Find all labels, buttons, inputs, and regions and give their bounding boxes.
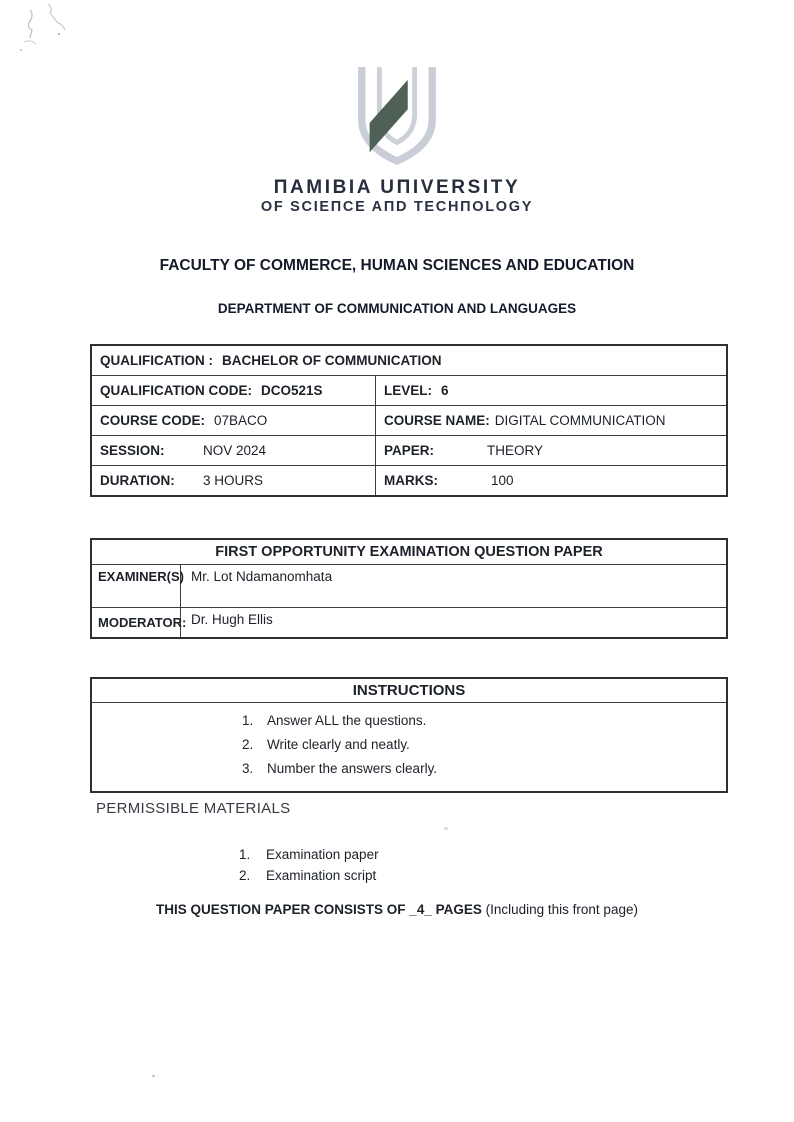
permissible-materials-heading: PERMISSIBLE MATERIALS [96, 800, 291, 817]
duration-cell [92, 466, 376, 495]
department-heading: DEPARTMENT OF COMMUNICATION AND LANGUAGES [217, 301, 577, 316]
university-wordmark-line2: OF SCIEПCE AПD TECHПOLOGY [260, 199, 534, 215]
page-count-footer [0, 902, 794, 917]
level-value: 6 [441, 383, 449, 398]
qualification-code-cell [92, 376, 376, 405]
marks-label: MARKS: [384, 473, 438, 488]
instruction-text: Answer ALL the questions. [267, 713, 427, 728]
examiner-label: EXAMINER(S) [92, 565, 181, 607]
duration-row [92, 465, 726, 495]
instructions-list [92, 703, 726, 791]
course-name-value: DIGITAL COMMUNICATION [494, 413, 666, 428]
page-count-note: (Including this front page) [485, 902, 638, 917]
session-row [92, 435, 726, 465]
instruction-text: Number the answers clearly. [267, 761, 438, 776]
instruction-item [242, 757, 716, 781]
session-label: SESSION: [100, 443, 165, 458]
course-name-label: COURSE NAME: [384, 413, 490, 428]
qualification-row [92, 346, 726, 375]
moderator-value: Dr. Hugh Ellis [191, 612, 273, 627]
materials-list [239, 845, 379, 886]
marks-cell [376, 473, 726, 488]
scan-artifact-smudge [444, 827, 448, 830]
material-item [239, 845, 379, 866]
material-number: 1. [239, 847, 251, 862]
university-logo-shield-icon [353, 62, 441, 175]
material-item [239, 866, 379, 887]
course-code-label: COURSE CODE: [100, 413, 206, 428]
qualification-code-value: DCO521S [261, 383, 323, 398]
handwriting-mark [14, 0, 94, 62]
instruction-number: 1. [242, 713, 254, 728]
exam-paper-table [90, 538, 728, 639]
instruction-number: 2. [242, 737, 254, 752]
instruction-item [242, 733, 716, 757]
qualification-cell [92, 353, 449, 368]
material-text: Examination paper [266, 847, 379, 862]
course-name-cell [376, 413, 726, 428]
moderator-label: MODERATOR: [92, 608, 181, 637]
moderator-row [92, 608, 726, 637]
course-code-row [92, 405, 726, 435]
paper-cell [376, 443, 726, 458]
instruction-text: Write clearly and neatly. [267, 737, 410, 752]
instruction-item [242, 709, 716, 733]
university-wordmark-line1: ПAMIBIA UПIVERSITY [273, 177, 521, 198]
instructions-title: INSTRUCTIONS [92, 679, 726, 703]
exam-paper-title: FIRST OPPORTUNITY EXAMINATION QUESTION PAPER [92, 540, 726, 565]
instruction-number: 3. [242, 761, 254, 776]
scan-artifact-dot [152, 1075, 155, 1077]
duration-value: 3 HOURS [203, 473, 264, 488]
faculty-heading: FACULTY OF COMMERCE, HUMAN SCIENCES AND EDUCATION [159, 257, 635, 274]
qualification-code-label: QUALIFICATION CODE: [100, 383, 252, 398]
course-code-value: 07BACO [214, 413, 268, 428]
level-cell [376, 383, 726, 398]
instructions-table [90, 677, 728, 793]
level-label: LEVEL: [384, 383, 433, 398]
examiner-row [92, 565, 726, 608]
duration-label: DURATION: [100, 473, 175, 488]
qualification-label: QUALIFICATION : [100, 353, 213, 368]
material-text: Examination script [266, 867, 377, 883]
course-code-cell [92, 406, 376, 435]
qualification-value: BACHELOR OF COMMUNICATION [221, 353, 442, 368]
paper-label: PAPER: [384, 443, 435, 458]
marks-value: 100 [491, 473, 514, 488]
page-count-bold: THIS QUESTION PAPER CONSISTS OF _4_ PAGES [156, 902, 482, 917]
session-value: NOV 2024 [203, 443, 267, 458]
session-cell [92, 436, 376, 465]
paper-value: THEORY [487, 443, 544, 458]
qualification-code-row [92, 375, 726, 405]
examiner-value: Mr. Lot Ndamanomhata [191, 569, 333, 584]
course-info-table [90, 344, 728, 497]
material-number: 2. [239, 867, 251, 883]
